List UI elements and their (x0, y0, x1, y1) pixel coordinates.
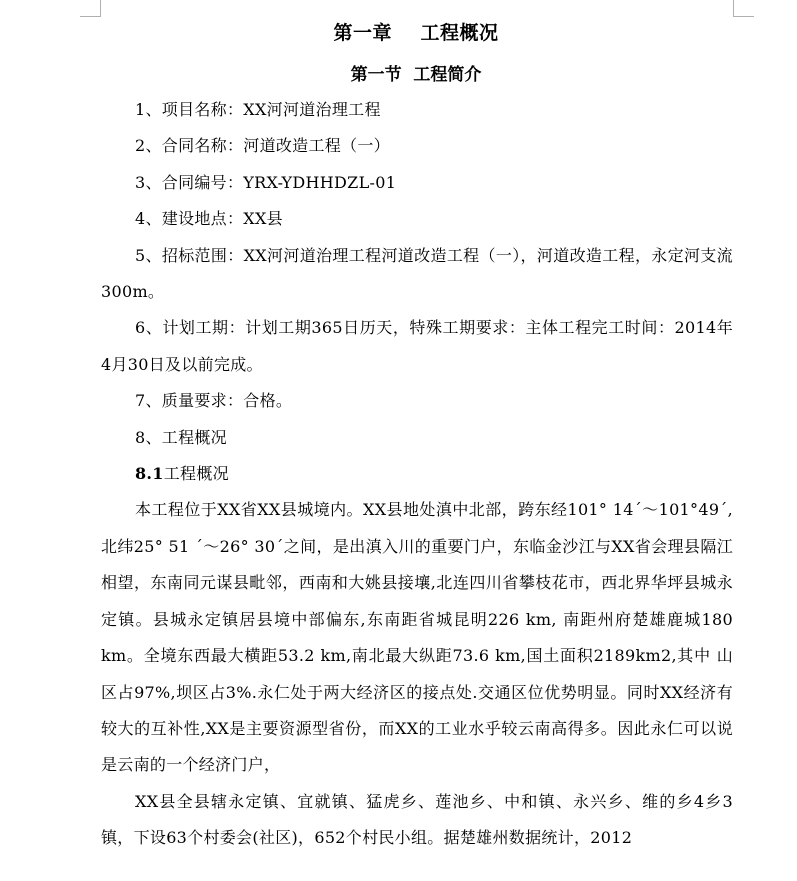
chapter-title: 第一章 工程概况 (333, 22, 499, 44)
section-title: 第一节 工程简介 (350, 65, 482, 85)
item-project-name: 1、项目名称：XX河河道治理工程 (135, 100, 381, 119)
document-body (101, 92, 733, 857)
crop-mark-top-left (80, 0, 101, 17)
subheading-number: 8.1 (135, 464, 164, 484)
item-planned-duration: 6、计划工期：计划工期365日历天，特殊工期要求：主体工程完工时间：2014年4月30日及以前完成。 (101, 318, 733, 374)
crop-mark-top-right (733, 0, 754, 17)
subheading-8-1 (101, 456, 733, 492)
item-project-overview: 8、工程概况 (135, 427, 227, 447)
paragraph-location: 本工程位于XX省XX县城境内。XX县地处滇中北部，跨东经101° 14´～101°49´,北纬25° 51 ´～26° 30´之间，是出滇入川的重要门户，东临金沙江与XX省会理县隔江相望，东南同元谋县毗邻，西南和大姚县接壤,北连四川省攀枝花市，西北界华坪县城永定镇。县城永定镇居县境中部偏东,东南距省城昆明226 km, 南距州府楚雄鹿城180 km。全境东西最大横距53.2 km,南北最大纵距73.6 km,国土面积2189km2,其中 山区占97%,坝区占3%.永仁处于两大经济区的接点处.交通区位优势明显。同时XX经济有较大的互补性,XX是主要资源型省份，而XX的工业水乎较云南高得多。因此永仁可以说是云南的一个经济门户， (101, 500, 733, 775)
paragraph-administration: XX县全县辖永定镇、宜就镇、猛虎乡、莲池乡、中和镇、永兴乡、维的乡4乡3镇，下设63个村委会(社区)，652个村民小组。据楚雄州数据统计，2012 (101, 791, 733, 848)
item-bidding-scope: 5、招标范围：XX河河道治理工程河道改造工程（一），河道改造工程，永定河支流300m。 (101, 245, 733, 302)
item-construction-site: 4、建设地点：XX县 (135, 209, 283, 229)
item-contract-number: 3、合同编号：YRX-YDHHDZL-01 (135, 172, 397, 192)
item-contract-name: 2、合同名称：河道改造工程（一） (135, 136, 390, 156)
item-quality-requirement: 7、质量要求：合格。 (135, 391, 293, 411)
subheading-text: 工程概况 (163, 464, 229, 484)
